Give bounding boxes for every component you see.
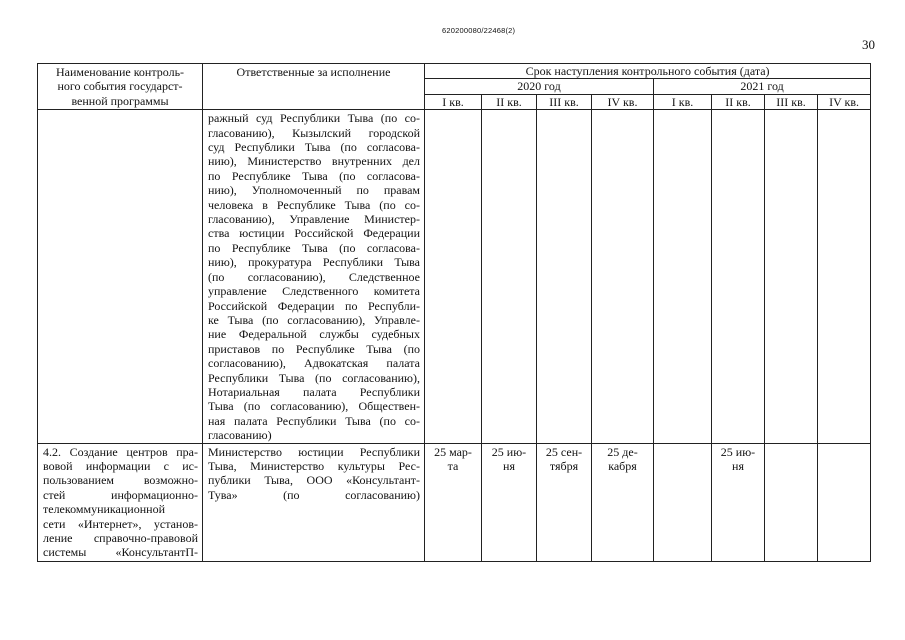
date-cell: [818, 110, 871, 443]
quarter-header: III кв.: [765, 94, 818, 109]
document-code: 620200080/22468(2): [442, 26, 516, 35]
column-header-event-name: [38, 64, 203, 110]
column-header-responsible: [203, 64, 425, 110]
quarter-header: III кв.: [537, 94, 592, 109]
quarter-header: II кв.: [482, 94, 537, 109]
date-cell: [765, 443, 818, 561]
date-cell: 25 ию- ня: [482, 443, 537, 561]
date-cell: [425, 110, 482, 443]
column-header-deadline-text: Срок наступления контрольного события (дата): [525, 64, 770, 78]
date-cell: 25 сен- тября: [537, 443, 592, 561]
page-number: 30: [862, 37, 875, 52]
date-cell: 25 мар- та: [425, 443, 482, 561]
event-name-cell: [38, 443, 203, 561]
column-header-deadline: [425, 64, 871, 79]
year-header-2020: 2020 год: [425, 79, 654, 94]
table-row: [38, 443, 871, 561]
event-name-cell: [38, 110, 203, 443]
date-cell: [818, 443, 871, 561]
date-cell: [654, 110, 712, 443]
responsible-text: Министерство юстиции Республики Тыва, Министерство культуры Рес- публики Тыва, ООО «Консультант- Тува» (по согласованию): [208, 444, 420, 502]
responsible-cell: ражный суд Республики Тыва (по со- гласованию), Кызылский городской суд Республики Тыва (по согласова- нию), Министерство внутренних дел по Республике Тыва (по согласова- нию), Уполномоченный по правам человека в Республике Тыва (по со- гласованию), Управление Министер- ства юстиции Российской Федерации по Республике Тыва (по согласова- нию), прокуратура Республики Тыва (по согласованию), Следственное управление Следственного комитета Российской Федерации по Республи- ке Тыва (по согласованию), Управле- ние Федеральной службы судебных приставов по Республике Тыва (по согласованию), Адвокатская палата Республики Тыва (по согласованию), Нотариальная палата Республики Тыва (по согласованию), Обществен- ная палата Республики Тыва (по со- гласованию): [203, 110, 425, 443]
date-cell: [712, 110, 765, 443]
quarter-header: I кв.: [425, 94, 482, 109]
date-cell: 25 де- кабря: [592, 443, 654, 561]
responsible-cell: [203, 443, 425, 561]
column-header-responsible-text: Ответственные за исполнение: [236, 65, 391, 79]
date-cell: [765, 110, 818, 443]
quarter-header: IV кв.: [818, 94, 871, 109]
date-cell: [654, 443, 712, 561]
quarter-header: I кв.: [654, 94, 712, 109]
date-cell: [482, 110, 537, 443]
quarter-header: IV кв.: [592, 94, 654, 109]
date-cell: [537, 110, 592, 443]
date-cell: [592, 110, 654, 443]
quarter-header: II кв.: [712, 94, 765, 109]
event-name-text: 4.2. Создание центров пра- вовой информации с ис- пользованием возможно- стей информационно- телекоммуникационной сети «Интернет», установ- ление справочно-правовой системы «КонсультантП-: [43, 444, 198, 560]
column-header-event-name-text: Наименование контроль- ного события государст- венной программы: [55, 65, 185, 108]
table-row: [38, 110, 871, 443]
control-events-table: [37, 63, 871, 562]
year-header-2021: 2021 год: [654, 79, 871, 94]
date-cell: 25 ию- ня: [712, 443, 765, 561]
